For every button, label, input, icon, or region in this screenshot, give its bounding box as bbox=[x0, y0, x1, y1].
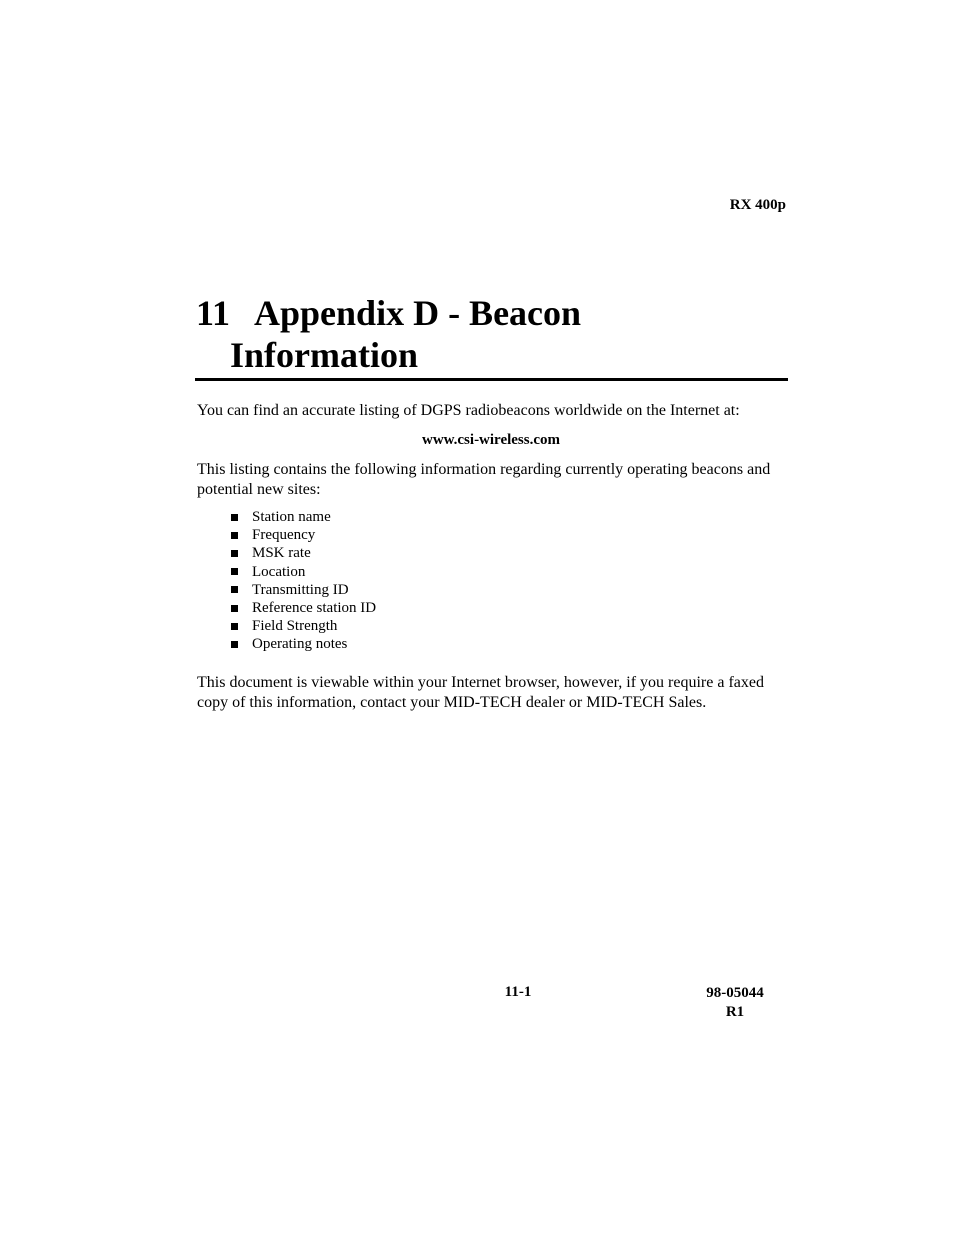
list-item bbox=[231, 544, 376, 562]
square-bullet-icon bbox=[231, 623, 238, 630]
square-bullet-icon bbox=[231, 568, 238, 575]
list-item bbox=[231, 635, 376, 653]
list-item bbox=[231, 563, 376, 581]
square-bullet-icon bbox=[231, 641, 238, 648]
chapter-title-line1: Appendix D - Beacon bbox=[254, 293, 582, 333]
footer-revision: R1 bbox=[725, 1004, 745, 1020]
list-item-text: Field Strength bbox=[252, 618, 338, 635]
chapter-title bbox=[196, 292, 786, 376]
intro-paragraph: You can find an accurate listing of DGPS radiobeacons worldwide on the Internet at: bbox=[197, 402, 740, 419]
header-product-name: RX 400p bbox=[729, 197, 786, 213]
footer-document-id bbox=[690, 984, 780, 1022]
footer-page-number: 11-1 bbox=[504, 984, 532, 1000]
square-bullet-icon bbox=[231, 514, 238, 521]
square-bullet-icon bbox=[231, 532, 238, 539]
list-item bbox=[231, 526, 376, 544]
title-rule bbox=[195, 378, 788, 381]
square-bullet-icon bbox=[231, 605, 238, 612]
list-item-text: Station name bbox=[252, 509, 331, 525]
closing-paragraph: This document is viewable within your Internet browser, however, if you require a faxed copy of this information, contact your MID-TECH dealer or MID-TECH Sales. bbox=[197, 674, 764, 711]
list-item-text: Transmitting ID bbox=[252, 581, 349, 598]
list-item bbox=[231, 508, 376, 526]
list-item bbox=[231, 617, 376, 635]
list-item-text: Reference station ID bbox=[252, 599, 377, 616]
chapter-title-line2: Information bbox=[230, 335, 418, 375]
website-link[interactable]: www.csi-wireless.com bbox=[421, 432, 561, 448]
square-bullet-icon bbox=[231, 586, 238, 593]
chapter-number: 11 bbox=[196, 293, 231, 333]
list-item bbox=[231, 599, 376, 617]
list-item-text: Operating notes bbox=[252, 636, 348, 653]
square-bullet-icon bbox=[231, 550, 238, 557]
list-item-text: Location bbox=[252, 563, 306, 580]
list-item-text: Frequency bbox=[252, 527, 316, 544]
list-item bbox=[231, 581, 376, 599]
beacon-info-list bbox=[231, 508, 376, 654]
footer-doc-number: 98-05044 bbox=[706, 985, 764, 1001]
list-item-text: MSK rate bbox=[252, 545, 311, 562]
listing-intro-paragraph: This listing contains the following information regarding currently operating beacons and potential new sites: bbox=[197, 461, 771, 498]
